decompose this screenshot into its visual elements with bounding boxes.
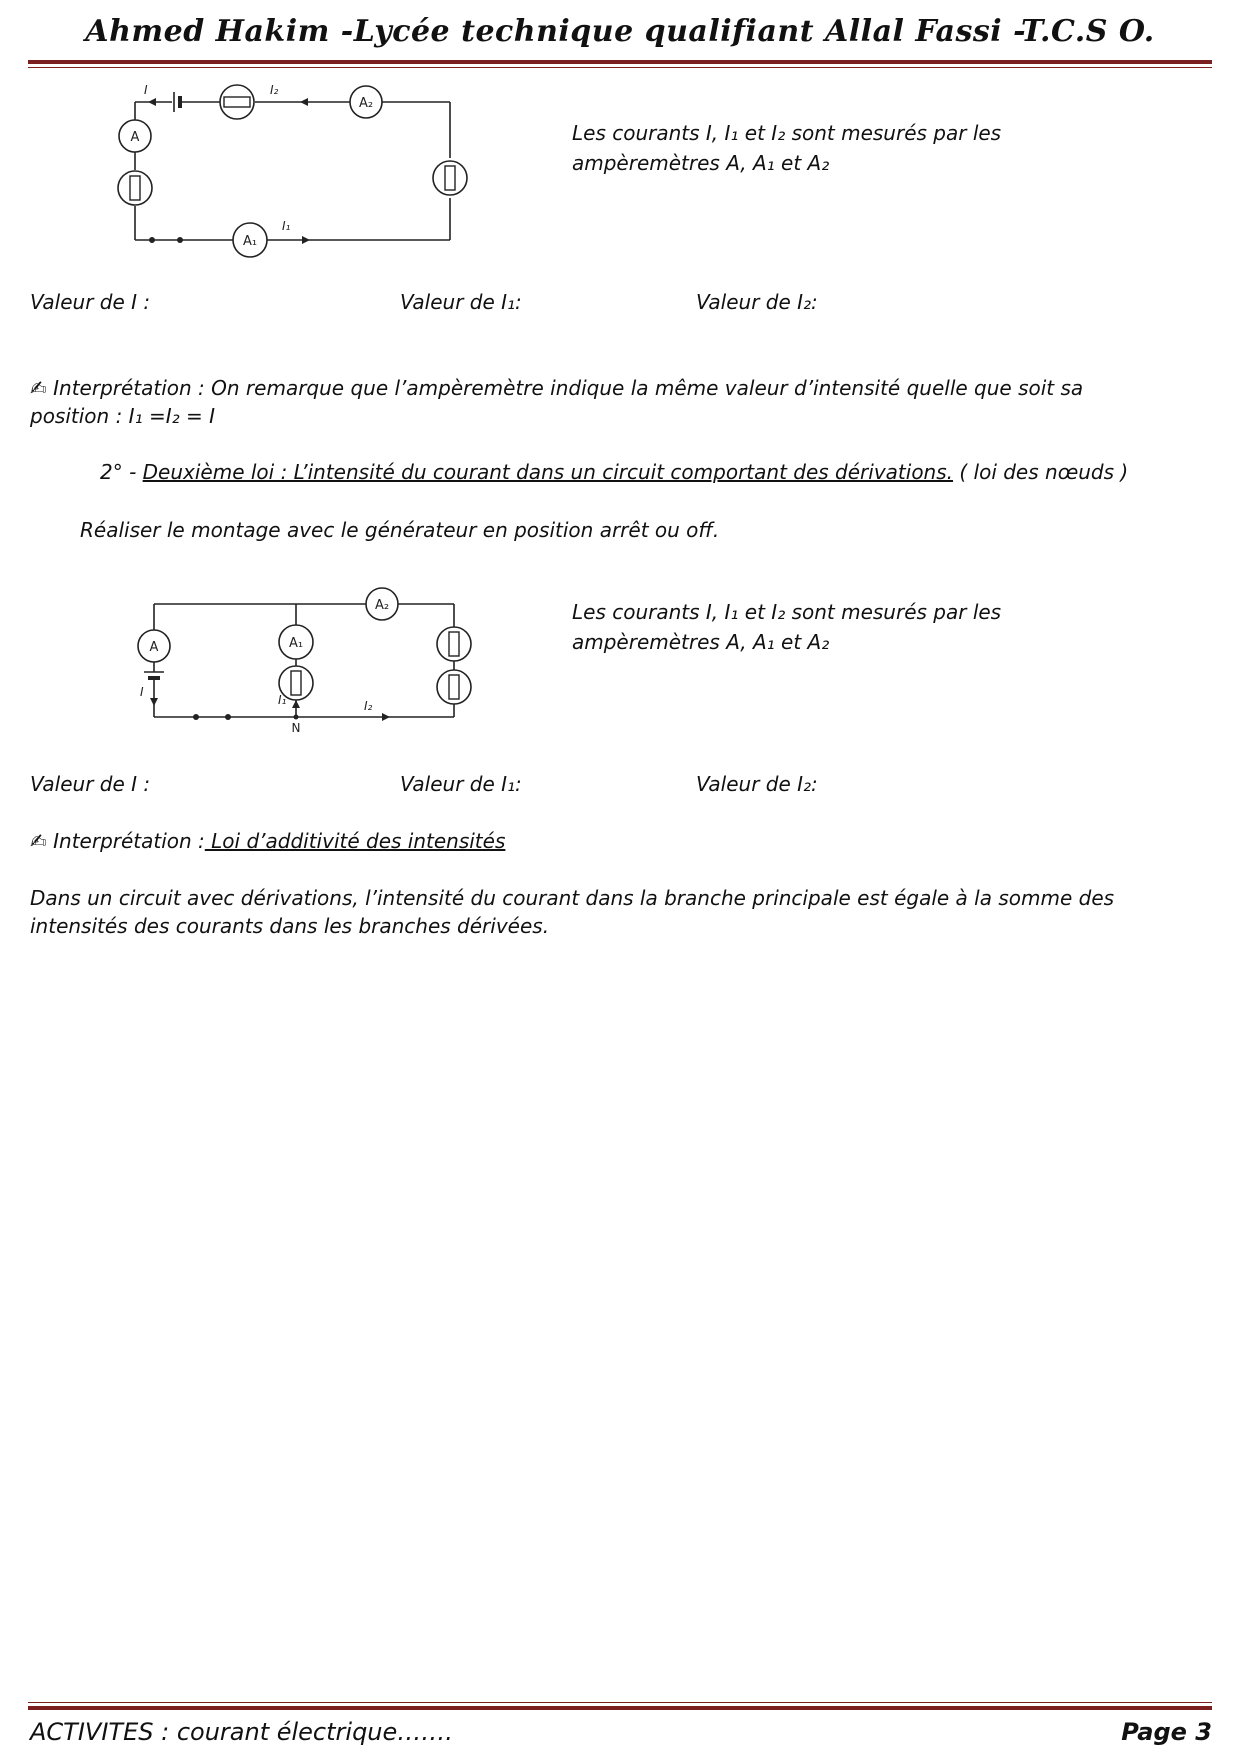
current-arrow [148,98,156,106]
value-i-label: Valeur de I : [30,772,151,796]
pencil-icon: ✍ [30,829,47,853]
switch-contact [149,237,155,243]
footer-title: ACTIVITES : courant électrique……. [30,1718,453,1746]
switch-contact [193,714,199,720]
resistor-right [445,166,455,190]
resistor-right-top [449,632,459,656]
series-circuit-diagram [110,80,480,260]
interpretation-1-line-2: position : I₁ =I₂ = I [30,404,215,428]
footer-rule [28,1706,1212,1710]
footer-rule-thin [28,1702,1212,1703]
section-2-title: Deuxième loi : L’intensité du courant dans un circuit comportant des dérivations. [142,460,954,484]
caption-2-line-1: Les courants I, I₁ et I₂ sont mesurés par les [572,600,1002,624]
resistor-middle [291,671,301,695]
interpretation-1-line-1 [30,374,1083,402]
ammeter-a2-label: A₂ [358,96,374,111]
ammeter-a-label: A [149,640,159,655]
header-rule-thin [28,67,1212,68]
current-arrow [382,713,390,721]
caption-1-line-2: ampèremètres A, A₁ et A₂ [572,151,830,175]
node-n [294,715,299,720]
conclusion-line-1: Dans un circuit avec dérivations, l’intensité du courant dans la branche principale est égale à la somme des [30,886,1115,910]
resistor-top [224,97,250,107]
current-arrow [292,700,300,708]
current-label-i2: I₂ [270,83,279,97]
caption-2-line-2: ampèremètres A, A₁ et A₂ [572,630,830,654]
current-arrow [150,698,158,706]
conclusion-line-2: intensités des courants dans les branches dérivées. [30,914,550,938]
value-i2-label: Valeur de I₂: [696,290,818,314]
interpretation-1-text: Interprétation : On remarque que l’ampèremètre indique la même valeur d’intensité quelle que soit sa [53,376,1084,400]
node-n-label: N [291,721,301,735]
section-2-subtitle: ( loi des nœuds ) [953,460,1129,484]
resistor-left [130,176,140,200]
header-title: Ahmed Hakim -Lycée technique qualifiant Allal Fassi -T.C.S O. [85,14,1155,49]
value-i1-label: Valeur de I₁: [400,772,522,796]
interpretation-2 [30,827,505,855]
ammeter-a2-label: A₂ [374,598,390,613]
ammeter-a-label: A [130,130,140,145]
current-arrow [300,98,308,106]
page-number: Page 3 [1121,1718,1212,1746]
parallel-circuit-diagram [120,582,480,742]
value-i1-label: Valeur de I₁: [400,290,522,314]
instruction-text: Réaliser le montage avec le générateur en position arrêt ou off. [80,518,720,542]
current-label-i: I [144,83,148,97]
current-label-i1: I₁ [278,693,287,707]
interpretation-2-label: Interprétation : [53,829,205,853]
value-i2-label: Valeur de I₂: [696,772,818,796]
switch-contact [225,714,231,720]
section-2-heading [100,458,1128,486]
resistor-right-bottom [449,675,459,699]
caption-1-line-1: Les courants I, I₁ et I₂ sont mesurés par les [572,121,1002,145]
pencil-icon: ✍ [30,376,47,400]
current-label-i2: I₂ [364,699,373,713]
header-rule [28,60,1212,64]
interpretation-2-title: Loi d’additivité des intensités [204,829,506,853]
current-arrow [302,236,310,244]
current-label-i: I [140,685,144,699]
ammeter-a1-label: A₁ [288,636,304,651]
value-i-label: Valeur de I : [30,290,151,314]
ammeter-a1-label: A₁ [242,234,258,249]
current-label-i1: I₁ [282,219,291,233]
section-2-number: 2° - [100,460,143,484]
switch-contact [177,237,183,243]
